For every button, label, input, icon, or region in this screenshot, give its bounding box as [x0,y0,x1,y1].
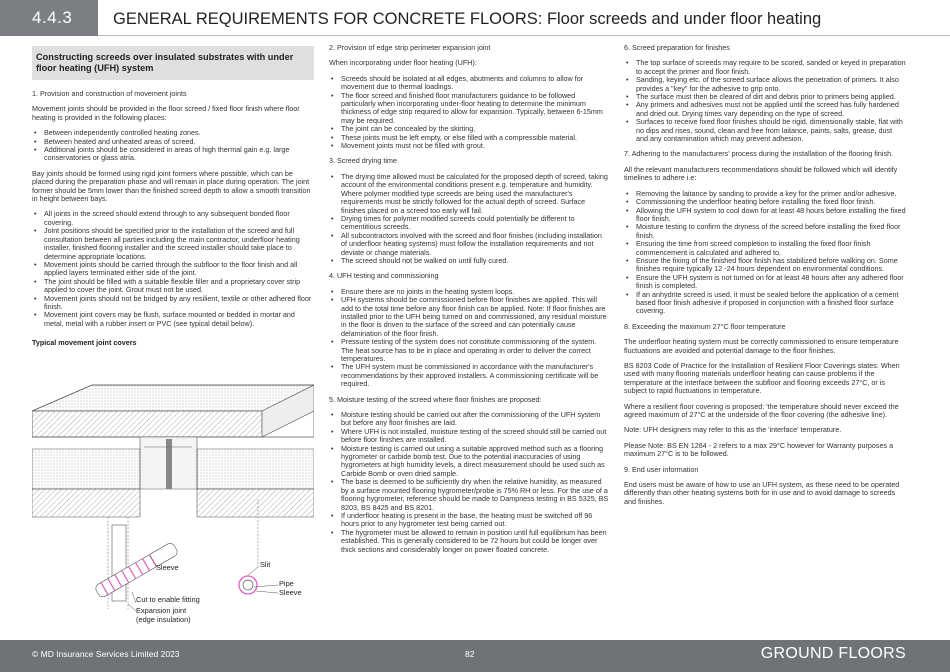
page-title: GENERAL REQUIREMENTS FOR CONCRETE FLOORS: Floor screeds and under floor heating [113,10,822,28]
bullet-list [329,75,609,151]
list-item: • The floor screed and finished floor manufacturers guidance to be followed particularly when incorporating under-floor heating to determine the minimum thickness of edge strip required to allow for expansion. Typically, between 6-15mm may be required. [329,92,609,126]
list-item: • The UFH system must be commissioned in accordance with the manufacturer's recommendations by their approved installers. A commissioning certificate will be required. [329,363,609,388]
list-item: • Sanding, keying etc. of the screed surface allows the penetration of primers. It also provides a "key" for the adhesive to grip onto. [624,76,906,93]
label-pipe: Pipe [279,579,294,588]
heading-7: 7. Adhering to the manufacturers' process during the installation of the flooring finish. [624,149,894,159]
list-item: • All joints in the screed should extend through to any subsequent bonded floor covering. [32,210,314,227]
list-item: • Pressure testing of the system does not constitute commissioning of the system. The heat source has to be in place and operating in order to deliver the correct temperatures. [329,338,609,363]
paragraph: When incorporating under floor heating (UFH): [329,58,477,68]
list-item: • Removing the laitance by sanding to provide a key for the primer and/or adhesive. [624,190,906,198]
list-item: • Moisture testing to confirm the dryness of the screed before installing the fixed floor finish. [624,223,906,240]
heading-8: 8. Exceeding the maximum 27°C floor temperature [624,321,786,331]
paragraph: Where a resilient floor covering is proposed: 'the temperature should never exceed the agreed maximum of 27°C at the underside of the floor covering (the adhesive line). [624,401,899,420]
page-header [0,0,950,36]
list-item: • The drying time allowed must be calculated for the proposed depth of screed, taking account of the environmental conditions present e.g. temperature and humidity. Where polymer modified type screeds are being used the manufacturer's requirements must be strictly followed for the actual depth of screed. Surface finishes placed on a screed too early will fail. [329,173,609,215]
bullet-list [32,129,314,163]
label-sleeve: Sleeve [156,563,179,572]
column-1 [32,44,314,335]
list-item: • Joint positions should be specified prior to the installation of the screed and full consultation between all parties including the main contractor, underfloor heating installer, finished flooring installer and the screed installer should take place to determine appropriate locations. [32,227,314,261]
list-item: • The surface must then be cleared of dirt and debris prior to primers being applied. [624,93,906,101]
label-expansion-joint: Expansion joint [136,606,187,615]
label-slit: Slit [260,560,271,569]
section-name: GROUND FLOORS [760,645,906,662]
list-item: • Surfaces to receive fixed floor finishes should be rigid, dimensionally stable, flat with no dips and rises, sound, clean and free from laitance, paints, salts, grease, dust and any contamination which may prevent adhesion. [624,118,906,143]
label-edge-insulation: (edge insulation) [136,615,191,624]
list-item: • The base is deemed to be sufficiently dry when the relative humidity, as measured by a surface mounted flooring hygrometer/probe is 75% RH or less. For the use of a flooring hygrometer, reference should be made to Dampness testing in BS 5325, BS 8203, BS 8425 and BS 8201. [329,478,609,512]
joint-cover [140,437,197,489]
paragraph: Movement joints should be provided in the floor screed / fixed floor finish where floor heating is provided in the following places: [32,104,300,122]
page-footer [0,640,950,672]
list-item: • Ensuring the time from screed completion to installing the fixed floor finish commencement is calculated and adhered to. [624,240,906,257]
bullet-list [624,59,906,143]
list-item: • Drying times for polymer modified screeds could potentially be different to cementitious screeds. [329,215,609,232]
upper-slab [32,385,314,437]
list-item: • Movement joints must not be filled with grout. [329,142,609,150]
list-item: • Between independently controlled heating zones. [32,129,314,137]
list-item: • Moisture testing is carried out using a suitable approved method such as a flooring hygrometer or carbide bomb test. Due to the potential inaccuracies of using hygrometers at high humidity levels, a direct measurement should be used such as Carbide Bomb or oven dried sample. [329,445,609,479]
movement-joint-diagram [32,349,314,631]
figure-title: Typical movement joint covers [32,338,137,347]
paragraph: The underfloor heating system must be correctly commissioned to ensure temperature fluctuations are avoided and potential damage to the floor finishes. [624,337,899,355]
list-item: • If an anhydrite screed is used, it must be sealed before the application of a cement based floor finish adhesive if proposed in conjunction with a finished floor surface covering. [624,291,906,316]
list-item: • Allowing the UFH system to cool down for at least 48 hours before installing the fixed floor finish. [624,207,906,224]
list-item: • All subcontractors involved with the screed and floor finishes (including installation of underfloor heating systems) must follow the installation requirements and not deviate or change materials. [329,232,609,257]
paragraph: All the relevant manufacturers recommendations should be followed which will identify timelines to adhere i.e: [624,164,898,183]
list-item: • Moisture testing should be carried out after the commissioning of the UFH system but before any floor finishes are laid. [329,411,609,428]
label-cut: Cut to enable fitting [136,595,200,604]
label-pipe-sleeve: Sleeve [279,588,302,597]
list-item: • The joint can be concealed by the skirting. [329,125,609,133]
section-box [32,46,314,80]
box-title: Constructing screeds over insulated substrates with under floor heating (UFH) system [36,52,294,73]
bullet-list [329,411,609,554]
heading-1: 1. Provision and construction of movement joints [32,89,187,98]
list-item: • The top surface of screeds may require to be scored, sanded or keyed in preparation to accept the primer and floor finish. [624,59,906,76]
list-item: • Between heated and unheated areas of screed. [32,138,314,146]
list-item: • Ensure the UFH system is not turned on for at least 48 hours after any adhered floor finish is completed. [624,274,906,291]
list-item: • The screed should not be walked on until fully cured. [329,257,609,265]
heading-2: 2. Provision of edge strip perimeter expansion joint [329,43,491,52]
bullet-list [329,173,609,265]
paragraph: BS 8203 Code of Practice for the Installation of Resilient Floor Coverings states: When used with many flooring materials underfloor heating can cause problems if the temperature at the interface between the subfloor and flooring exceeds 27°C, or is subject to rapid fluctuations in temperature. [624,361,900,396]
list-item: • The hygrometer must be allowed to remain in position until full equilibrium has been established. This is generally considered to be 72 hours but could be longer over thick sections and considerably longer on power floated concrete. [329,529,609,554]
list-item: • If underfloor heating is present in the base, the heating must be switched off 96 hours prior to any hygrometer test being carried out. [329,512,609,529]
list-item: • Commissioning the underfloor heating before installing the fixed floor finish. [624,198,906,206]
column-3 [624,44,906,513]
list-item: • Movement joints should be carried through the subfloor to the floor finish and all applied layers terminated either side of the joint. [32,261,314,278]
list-item: • These joints must be left empty, or else filled with a compressible material. [329,134,609,142]
list-item: • Ensure there are no joints in the heating system loops. [329,288,609,296]
column-2 [329,44,609,561]
section-number: 4.4.3 [0,0,98,36]
page-number: 82 [465,649,475,659]
bullet-list [32,210,314,328]
list-item: • Ensure the fixing of the finished floor finish has stabilized before walking on. Some finishes require typically 12 -24 hours dependent on environmental conditions. [624,257,906,274]
paragraph: Bay joints should be formed using rigid joint formers where possible, which can be placed during the preparation phase and will remain in place during operation. The joint former should be 5mm lower than the finished screed depth to allow a smooth transition in height between bays. [32,168,311,204]
paragraph: Note: UFH designers may refer to this as the 'interface' temperature. [624,425,842,435]
list-item: • Screeds should be isolated at all edges, abutments and columns to allow for movement due to thermal loadings. [329,75,609,92]
header-rule [98,35,950,36]
list-item: • Any primers and adhesives must not be applied until the screed has fully hardened and dried out. Drying times vary depending on the type of screed. [624,101,906,118]
paragraph: End users must be aware of how to use an UFH system, as these need to be operated differently than other heating systems both for in use and to avoid damage to screeds and finishes. [624,480,900,506]
copyright: © MD Insurance Services Limited 2023 [32,649,180,659]
heading-5: 5. Moisture testing of the screed where floor finishes are proposed: [329,394,542,404]
bullet-list [329,288,609,389]
heading-3: 3. Screed drying time [329,156,397,166]
list-item: • The joint should be filled with a suitable flexible filler and a proprietary cover strip applied to cover the joint. Grout must not be used. [32,278,314,295]
paragraph: Please Note: BS EN 1264 - 2 refers to a max 29°C however for Warranty purposes a maximum 27°C is to be followed. [624,440,894,459]
list-item: • Additional joints should be considered in areas of high thermal gain e.g. large conservatories or glass atria. [32,146,314,163]
list-item: • Where UFH is not installed, moisture testing of the screed should still be carried out before floor finishes are installed. [329,428,609,445]
bullet-list [624,190,906,316]
list-item: • Movement joint covers may be flush, surface mounted or bedded in mortar and metal, metal with a rubber insert or PVC (see typical detail below). [32,311,314,328]
heading-9: 9. End user information [624,464,699,474]
heading-4: 4. UFH testing and commissioning [329,271,439,281]
list-item: • UFH systems should be commissioned before floor finishes are applied. This will add to the total time before any floor finish can be applied. Note: If floor finishes are installed prior to the UFH being turned on and commissioned, any residual moisture in the floor is driven to the surface of the screed and can potentially cause delamination of the floor finish. [329,296,609,338]
list-item: • Movement joints should not be bridged by any resilient, textile or other adhered floor finish. [32,295,314,312]
heading-6: 6. Screed preparation for finishes [624,43,730,52]
